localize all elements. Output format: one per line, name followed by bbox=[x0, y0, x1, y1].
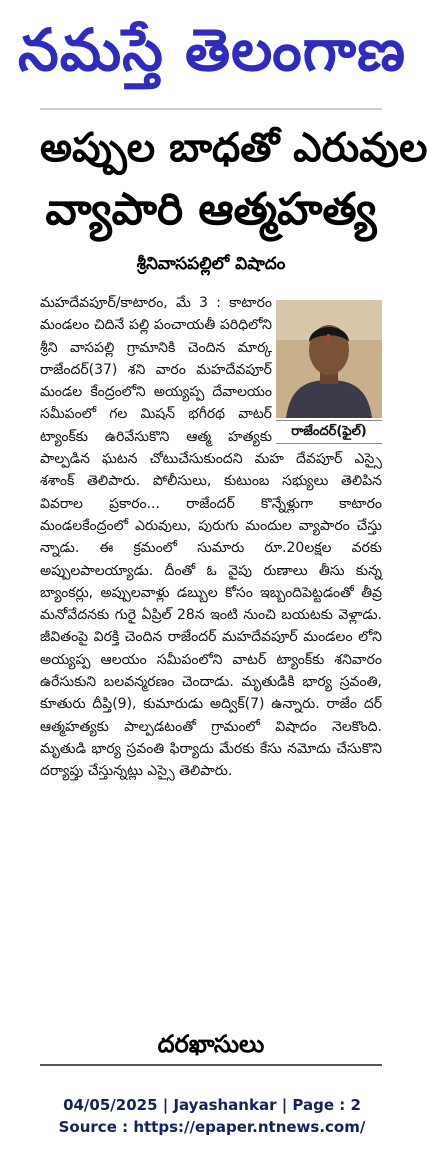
photo-caption: రాజేందర్(ఫైల్) bbox=[276, 420, 382, 444]
next-article-headline: దరఖాసులు bbox=[157, 1030, 265, 1058]
subheadline: శ్రీనివాసపల్లిలో విషాదం bbox=[136, 254, 286, 274]
headline-line-1: అప్పుల బాధతో ఎరువుల bbox=[40, 125, 427, 171]
masthead bbox=[0, 0, 424, 104]
footer-source: Source : https://epaper.ntnews.com/ bbox=[58, 1118, 366, 1136]
headline-line-2: వ్యాపారి ఆత్మహత్య bbox=[45, 184, 377, 235]
footer-date-edition: 04/05/2025 | Jayashankar | Page : 2 bbox=[63, 1096, 361, 1114]
article-body bbox=[40, 292, 382, 783]
footer bbox=[0, 1094, 424, 1138]
article-paragraph: మహదేవపూర్/కాటారం, మే 3 : కాటారం మండలం చిదినే పల్లి పంచాయతీ పరిధిలోని శ్రీని వాసపల్లి గ్రామానికి చెందిన మార్క రాజేందర్(37) శని వారం మహదేవపూర్ మండల కేంద్రంలోని అయ్యప్ప దేవాలయం సమీపంలో గల మిషన్ భగీరథ వాటర్ ట్యాంక్‌కు ఉరివేసుకొని ఆత్మ హత్యకు పాల్పడిన ఘటన చోటుచేసుకుందని మహ దేవపూర్ ఎస్సై శశాంక్ తెలిపారు. పోలీసులు, కుటుంబ సభ్యులు తెలిపిన వివరాల ప్రకారం... రాజేందర్ కొన్నేళ్లుగా కాటారం మండలకేంద్రంలో ఎరువులు, పురుగు మందుల వ్యాపారం చేస్తు న్నాడు. ఈ క్రమంలో సుమారు రూ.20లక్షల వరకు అప్పులపాలయ్యాడు. దీంతో ఓ వైపు రుణాలు తీసు కున్న బ్యాంకర్లు, అప్పులవాళ్లు డబ్బుల కోసం ఇబ్బందిపెట్టడంతో తీవ్ర మనోవేదనకు గురై ఏప్రిల్ 28న ఇంటి నుంచి బయటకు వెళ్లాడు. జీవితంపై విరక్తి చెందిన రాజేందర్ మహదేవపూర్ మండలం లోని అయ్యప్ప ఆలయం సమీపంలోని వాటర్ ట్యాంక్‌కు శనివారం ఉరేసుకుని బలవన్మరణం చెందాడు. మృతుడికి భార్య స్రవంతి, కూతురు దీప్తి(9), కుమారుడు అద్విక్(7) ఉన్నారు. రాజేం దర్ ఆత్మహత్యకు పాల్పడటంతో గ్రామంలో విషాదం నెలకొంది. మృతుడి భార్య స్రవంతి ఫిర్యాదు మేరకు కేసు నమోదు చేసుకొని దర్యాప్తు చేస్తున్నట్లు ఎస్సై తెలిపారు. bbox=[40, 295, 382, 780]
newspaper-title: నమస్తే తెలంగాణ bbox=[18, 16, 406, 84]
bottom-divider bbox=[40, 1064, 382, 1066]
top-divider bbox=[40, 108, 382, 110]
article-clipping bbox=[40, 112, 427, 1077]
